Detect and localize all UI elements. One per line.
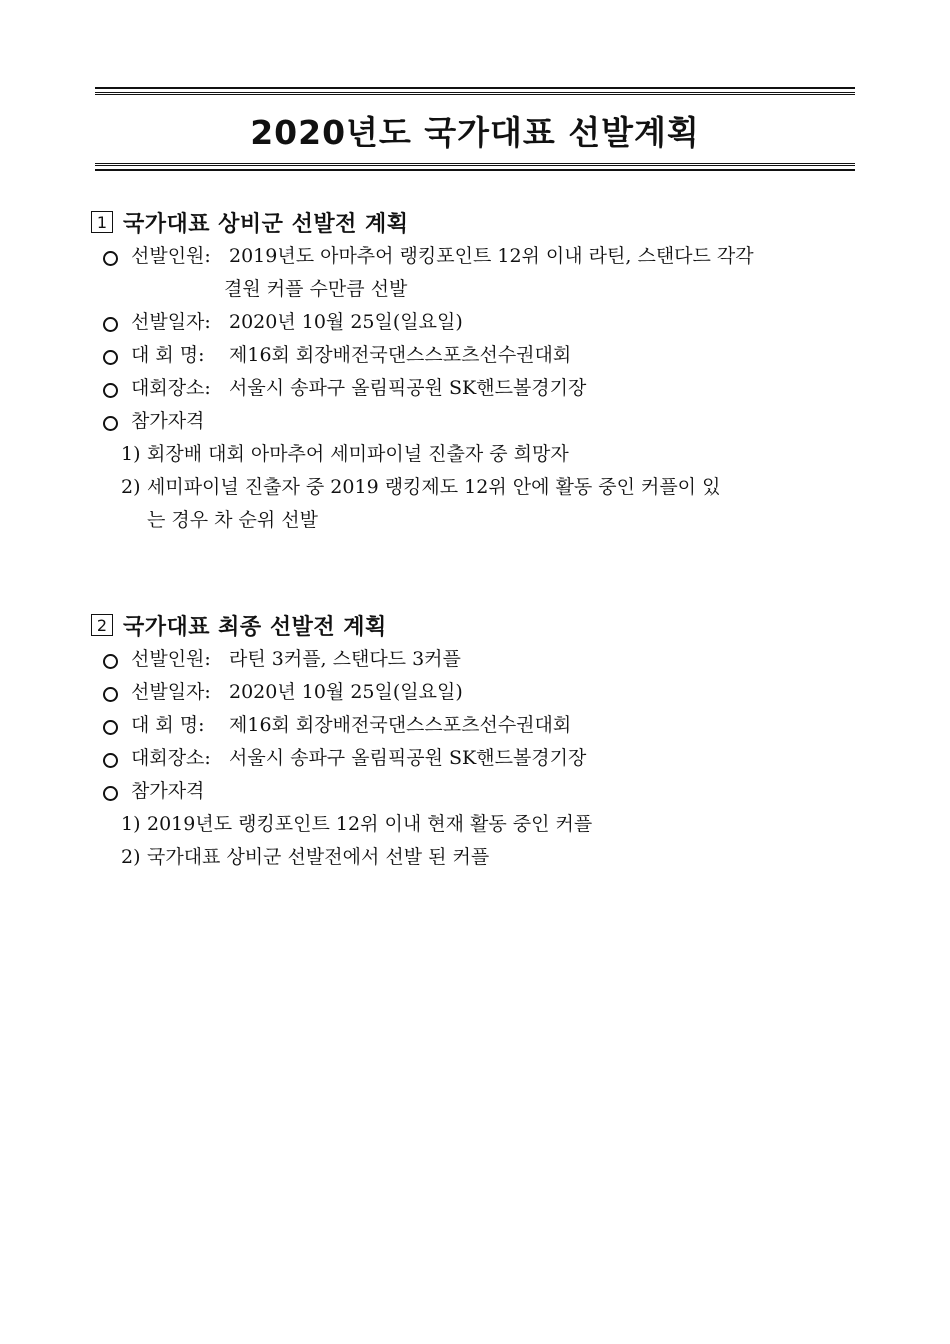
- sub-item: [91, 841, 851, 874]
- item-label: 선발인원:: [131, 245, 211, 267]
- section-heading: [91, 204, 851, 240]
- item-value: 2020년 10월 25일(일요일): [229, 311, 463, 333]
- item-label: 참가자격: [131, 410, 205, 432]
- sub-item-text-continued: 는 경우 차 순위 선발: [147, 509, 318, 531]
- circle-bullet-icon: [103, 687, 118, 702]
- item-value: 제16회 회장배전국댄스스포츠선수권대회: [229, 344, 572, 366]
- list-item: [91, 405, 851, 438]
- circle-bullet-icon: [103, 251, 118, 266]
- item-value: 제16회 회장배전국댄스스포츠선수권대회: [229, 714, 572, 736]
- circle-bullet-icon: [103, 786, 118, 801]
- item-value: 2020년 10월 25일(일요일): [229, 681, 463, 703]
- list-item: [91, 240, 851, 273]
- sub-item-number: 2): [121, 846, 141, 868]
- item-value: 서울시 송파구 올림픽공원 SK핸드볼경기장: [229, 747, 587, 769]
- sub-item-number: 1): [121, 443, 141, 465]
- list-item: [91, 643, 851, 676]
- list-item: [91, 742, 851, 775]
- circle-bullet-icon: [103, 654, 118, 669]
- sub-item: [91, 438, 851, 471]
- sub-item-text: 2019년도 랭킹포인트 12위 이내 현재 활동 중인 커플: [147, 813, 593, 835]
- list-item: [91, 306, 851, 339]
- circle-bullet-icon: [103, 720, 118, 735]
- item-label: 선발일자:: [131, 311, 211, 333]
- item-label: 참가자격: [131, 780, 205, 802]
- circle-bullet-icon: [103, 753, 118, 768]
- sub-item-number: 1): [121, 813, 141, 835]
- item-value: 2019년도 아마추어 랭킹포인트 12위 이내 라틴, 스탠다드 각각: [229, 245, 754, 267]
- item-label: 대회장소:: [131, 377, 211, 399]
- circle-bullet-icon: [103, 350, 118, 365]
- circle-bullet-icon: [103, 317, 118, 332]
- section-1: [91, 204, 851, 537]
- sub-item-text: 세미파이널 진출자 중 2019 랭킹제도 12위 안에 활동 중인 커플이 있: [147, 476, 721, 498]
- section-number: 1: [91, 211, 113, 233]
- sub-item: [91, 808, 851, 841]
- section-title: 국가대표 최종 선발전 계획: [123, 614, 387, 640]
- item-label: 대 회 명:: [131, 714, 205, 736]
- document-title: 2020년도 국가대표 선발계획: [250, 113, 700, 152]
- section-title: 국가대표 상비군 선발전 계획: [123, 211, 409, 237]
- section-heading: [91, 607, 851, 643]
- list-item: [91, 775, 851, 808]
- list-item-continuation: [91, 273, 851, 306]
- sub-item-text: 국가대표 상비군 선발전에서 선발 된 커플: [147, 846, 490, 868]
- item-value-continued: 결원 커플 수만큼 선발: [224, 278, 408, 300]
- circle-bullet-icon: [103, 383, 118, 398]
- item-label: 선발인원:: [131, 648, 211, 670]
- item-label: 대회장소:: [131, 747, 211, 769]
- list-item: [91, 339, 851, 372]
- section-number: 2: [91, 614, 113, 636]
- item-value: 라틴 3커플, 스탠다드 3커플: [229, 648, 461, 670]
- sub-item: [91, 471, 851, 504]
- sub-item-number: 2): [121, 476, 141, 498]
- list-item: [91, 676, 851, 709]
- item-label: 선발일자:: [131, 681, 211, 703]
- circle-bullet-icon: [103, 416, 118, 431]
- sub-item-text: 회장배 대회 아마추어 세미파이널 진출자 중 희망자: [147, 443, 569, 465]
- title-box: [95, 92, 855, 166]
- item-value: 서울시 송파구 올림픽공원 SK핸드볼경기장: [229, 377, 587, 399]
- section-2: [91, 607, 851, 874]
- list-item: [91, 372, 851, 405]
- sub-item-continuation: [91, 504, 851, 537]
- list-item: [91, 709, 851, 742]
- item-label: 대 회 명:: [131, 344, 205, 366]
